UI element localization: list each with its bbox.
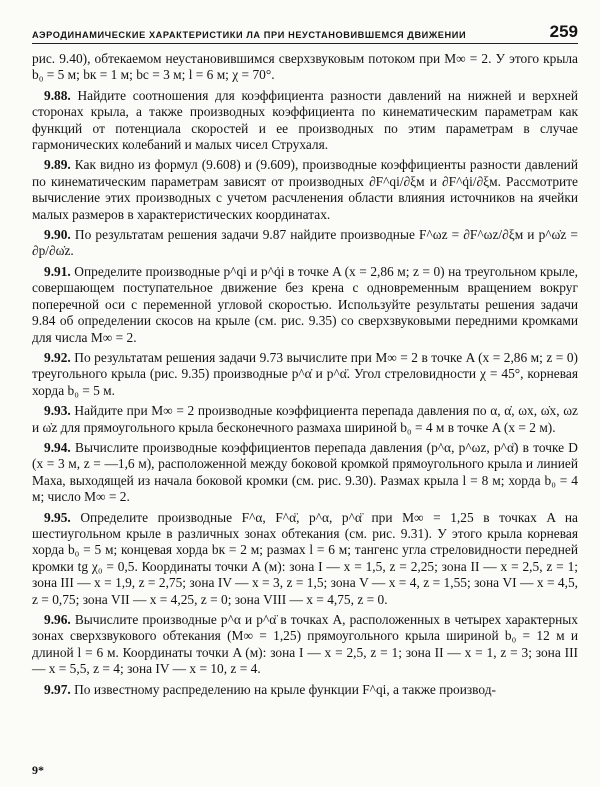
running-head: АЭРОДИНАМИЧЕСКИЕ ХАРАКТЕРИСТИКИ ЛА ПРИ НЕУСТАНОВИВШЕМСЯ ДВИЖЕНИИ: [32, 30, 467, 40]
problem-9-94: [32, 440, 578, 506]
problem-text: По известному распределению на крыле функции F^qi, а также производ-: [74, 681, 496, 697]
problem-9-93: [32, 403, 578, 436]
problem-9-90: [32, 227, 578, 260]
page-body: [32, 51, 578, 698]
problem-9-91: [32, 264, 578, 346]
problem-number: 9.95.: [44, 509, 71, 525]
problem-9-97: [32, 682, 578, 698]
problem-9-88: [32, 88, 578, 154]
problem-text: Вычислите производные коэффициентов перепада давления (p^α, p^ωz, p^α̈) в точке D (x = 3 м, z = —1,6 м), расположенной между боковой кромкой прямоугольного крыла и линией Маха, выходящей из начала боковой кромки (см. рис. 9.30). Размах крыла l = 8 м; хорда b₀ = 4 м; число M∞ = 2.: [32, 439, 578, 505]
signature-mark: 9*: [32, 763, 44, 777]
problem-text: Определите производные F^α, F^α̈, p^α, p^α̈ при M∞ = 1,25 в точках A на шестиугольном крыле в различных зонах обтекания (см. рис. 9.31). У этого крыла корневая хорда b₀ = 5 м; концевая хорда bк = 2 м; размах l = 6 м; тангенс угла стреловидности передней кромки tg χ₀ = 0,5. Координаты точки A (м): зона I — x = 1,5, z = 2,25; зона II — x = 2,5, z = 1; зона III — x = 1,9, z = 2,75; зона IV — x = 3, z = 1,5; зона V — x = 4, z = 1,55; зона VI — x = 4,5, z = 0,75; зона VII — x = 4,25, z = 0; зона VIII — x = 4,75, z = 0.: [32, 509, 578, 607]
problem-text: По результатам решения задачи 9.87 найдите производные F^ωz = ∂F^ωz/∂ξм и p^ω̇z = ∂p/∂ω̇z.: [32, 227, 578, 259]
problem-number: 9.96.: [44, 612, 71, 627]
problem-text: Как видно из формул (9.608) и (9.609), производные коэффициенты разности давлений по кинематическим параметрам зависят от производных ∂F^qi/∂ξм и ∂F^q̇i/∂ξм. Рассмотрите вычисление этих производных с учетом расчленения области влияния источников на ячейки малых размеров в характеристических координатах.: [32, 157, 578, 222]
problem-text: Вычислите производные p^α и p^α̈ в точках A, расположенных в четырех характерных зонах сверхзвукового обтекания (M∞ = 1,25) прямоугольного крыла шириной b₀ = 12 м и длиной l = 6 м. Координаты точки A (м): зона I — x = 2,5, z = 1; зона II — x = 1, z = 3; зона III — x = 5,5, z = 4; зона IV — x = 10, z = 4.: [32, 612, 578, 677]
problem-text: Найдите при M∞ = 2 производные коэффициента перепада давления по α, α̇, ωx, ω̇x, ωz и ω̇z для прямоугольного крыла бесконечного размаха шириной b₀ = 4 м в точке A (x = 2 м).: [32, 403, 578, 435]
problem-number: 9.88.: [44, 87, 71, 103]
problem-number: 9.93.: [44, 403, 71, 419]
problem-number: 9.89.: [44, 157, 71, 173]
problem-9-96: [32, 612, 578, 678]
page-header: [32, 24, 578, 44]
problem-number: 9.94.: [44, 439, 71, 455]
problem-9-89: [32, 157, 578, 223]
continuation-paragraph: рис. 9.40), обтекаемом неустановившимся сверхзвуковым потоком при M∞ = 2. У этого крыла b₀ = 5 м; bк = 1 м; bс = 3 м; l = 6 м; χ = 70°.: [32, 51, 578, 83]
problem-number: 9.91.: [44, 263, 71, 279]
problem-text: По результатам решения задачи 9.73 вычислите при M∞ = 2 в точке A (x = 2,86 м; z = 0) треугольного крыла (рис. 9.35) производные p^α̇ и p^α̈. Угол стреловидности χ = 45°, корневая хорда b₀ = 5 м.: [32, 349, 578, 398]
page-number: 259: [549, 22, 578, 41]
problem-text: Найдите соотношения для коэффициента разности давлений на нижней и верхней сторонах крыла, а также производных коэффициента по кинематическим параметрам как функций от потенциала скоростей и ее производных по этим параметрам в случае гармонических колебаний и малых чисел Струхаля.: [32, 87, 578, 153]
problem-text: Определите производные p^qi и p^q̇i в точке A (x = 2,86 м; z = 0) на треугольном крыле, совершающем поступательное движение без крена с одновременным вращением вокруг поперечной оси с переменной угловой скоростью. Используйте результаты решения задачи 9.84 об определении скосов на крыле (см. рис. 9.35) со сверхзвуковыми передними кромками для числа M∞ = 2.: [32, 263, 578, 345]
problem-number: 9.90.: [44, 227, 71, 243]
problem-9-95: [32, 510, 578, 608]
problem-number: 9.92.: [44, 349, 71, 365]
problem-9-92: [32, 350, 578, 399]
problem-number: 9.97.: [44, 681, 71, 697]
